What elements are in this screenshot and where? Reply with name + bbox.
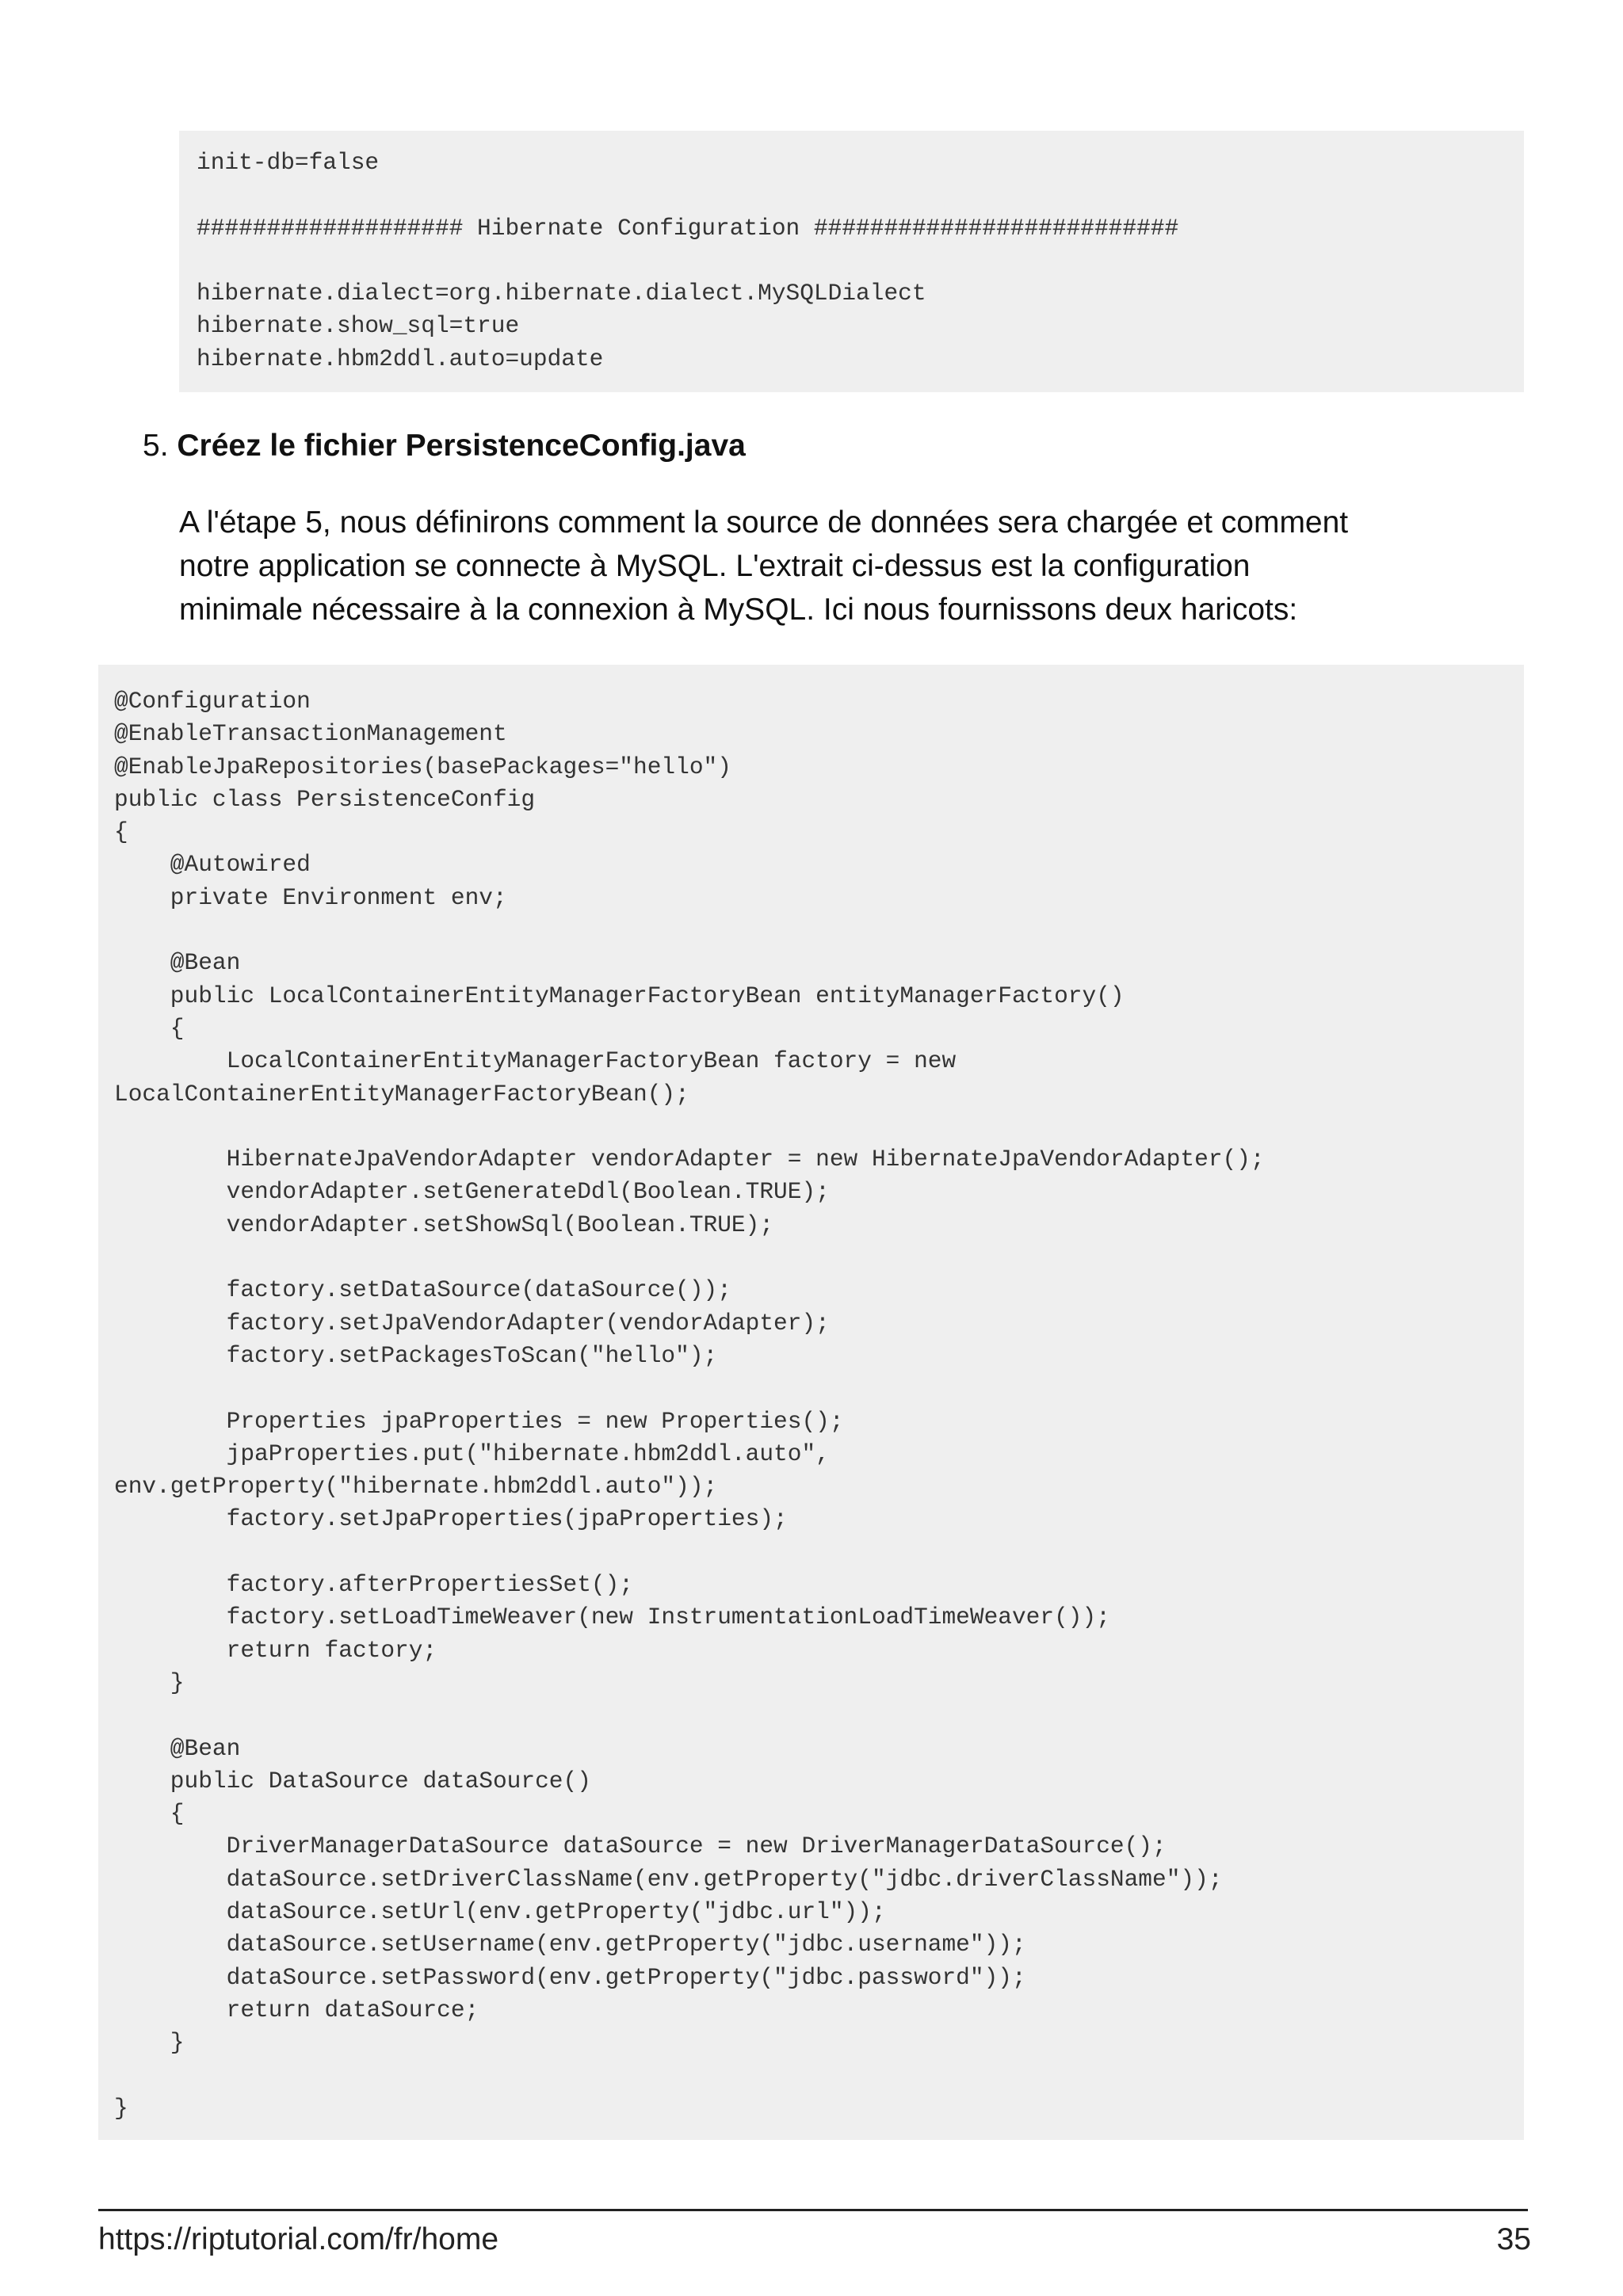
step-title: Créez le fichier PersistenceConfig.java bbox=[177, 429, 746, 463]
properties-code-block bbox=[179, 131, 1524, 392]
code-line: @EnableTransactionManagement bbox=[114, 720, 507, 748]
code-line: @EnableJpaRepositories(basePackages="hello") bbox=[114, 753, 731, 780]
code-line: init-db=false bbox=[197, 149, 380, 176]
code-line: factory.afterPropertiesSet(); bbox=[114, 1571, 634, 1599]
step-paragraph bbox=[179, 501, 1479, 631]
footer-divider bbox=[98, 2209, 1528, 2211]
page-number: 35 bbox=[1496, 2222, 1531, 2256]
code-line: public DataSource dataSource() bbox=[114, 1767, 591, 1794]
code-line bbox=[114, 1699, 1524, 1732]
code-line: ################### Hibernate Configuration ########################## bbox=[197, 214, 1179, 242]
code-line: private Environment env; bbox=[114, 883, 507, 911]
code-line: return factory; bbox=[114, 1636, 437, 1664]
code-line: jpaProperties.put("hibernate.hbm2ddl.auto", bbox=[114, 1440, 830, 1467]
code-line: hibernate.hbm2ddl.auto=update bbox=[197, 345, 604, 372]
code-line: dataSource.setUrl(env.getProperty("jdbc.url")); bbox=[114, 1897, 886, 1925]
code-line: { bbox=[114, 818, 128, 846]
paragraph-line: minimale nécessaire à la connexion à MySQL. Ici nous fournissons deux haricots: bbox=[179, 593, 1298, 627]
footer-url-link[interactable]: https://riptutorial.com/fr/home bbox=[98, 2222, 499, 2256]
code-line: { bbox=[114, 1014, 185, 1042]
code-line: LocalContainerEntityManagerFactoryBean(); bbox=[114, 1080, 689, 1108]
code-line: factory.setPackagesToScan("hello"); bbox=[114, 1341, 718, 1369]
java-code-block bbox=[98, 665, 1524, 2140]
code-line bbox=[114, 1536, 1524, 1569]
code-line: @Bean bbox=[114, 1734, 241, 1762]
code-line: dataSource.setPassword(env.getProperty("jdbc.password")); bbox=[114, 1963, 1026, 1991]
code-line: Properties jpaProperties = new Properties(); bbox=[114, 1407, 844, 1435]
code-line bbox=[114, 2059, 1524, 2092]
code-line: dataSource.setDriverClassName(env.getProperty("jdbc.driverClassName")); bbox=[114, 1865, 1223, 1893]
code-line bbox=[114, 1111, 1524, 1143]
code-line: dataSource.setUsername(env.getProperty("jdbc.username")); bbox=[114, 1931, 1026, 1958]
code-line: } bbox=[114, 2029, 185, 2057]
code-line: @Bean bbox=[114, 949, 241, 977]
code-line: env.getProperty("hibernate.hbm2ddl.auto")); bbox=[114, 1473, 718, 1501]
code-line: factory.setDataSource(dataSource()); bbox=[114, 1276, 731, 1304]
code-line: hibernate.dialect=org.hibernate.dialect.MySQLDialect bbox=[197, 280, 926, 307]
code-line bbox=[114, 1372, 1524, 1405]
code-line: { bbox=[114, 1800, 185, 1828]
code-line: hibernate.show_sql=true bbox=[197, 312, 520, 340]
code-line bbox=[114, 914, 1524, 947]
code-line: public class PersistenceConfig bbox=[114, 785, 536, 813]
step-number: 5. bbox=[143, 429, 169, 463]
code-line: HibernateJpaVendorAdapter vendorAdapter = new HibernateJpaVendorAdapter(); bbox=[114, 1146, 1265, 1173]
code-line: return dataSource; bbox=[114, 1996, 479, 2023]
code-line: vendorAdapter.setShowSql(Boolean.TRUE); bbox=[114, 1211, 774, 1238]
code-line: public LocalContainerEntityManagerFactoryBean entityManagerFactory() bbox=[114, 982, 1125, 1009]
code-line: } bbox=[114, 2094, 128, 2122]
code-line: @Configuration bbox=[114, 688, 311, 715]
step-heading bbox=[143, 424, 746, 468]
code-line: factory.setJpaProperties(jpaProperties); bbox=[114, 1505, 788, 1533]
code-line: factory.setJpaVendorAdapter(vendorAdapter); bbox=[114, 1309, 830, 1337]
code-line bbox=[114, 1241, 1524, 1274]
code-line: factory.setLoadTimeWeaver(new InstrumentationLoadTimeWeaver()); bbox=[114, 1604, 1110, 1631]
code-line: @Autowired bbox=[114, 851, 311, 879]
paragraph-line: notre application se connecte à MySQL. L'extrait ci-dessus est la configuration bbox=[179, 549, 1251, 583]
code-line bbox=[197, 245, 1524, 277]
code-line bbox=[197, 179, 1524, 212]
paragraph-line: A l'étape 5, nous définirons comment la source de données sera chargée et comment bbox=[179, 505, 1349, 540]
code-line: LocalContainerEntityManagerFactoryBean factory = new bbox=[114, 1047, 957, 1075]
code-line: vendorAdapter.setGenerateDdl(Boolean.TRUE); bbox=[114, 1178, 830, 1206]
code-line: } bbox=[114, 1669, 185, 1696]
code-line: DriverManagerDataSource dataSource = new DriverManagerDataSource(); bbox=[114, 1833, 1167, 1860]
